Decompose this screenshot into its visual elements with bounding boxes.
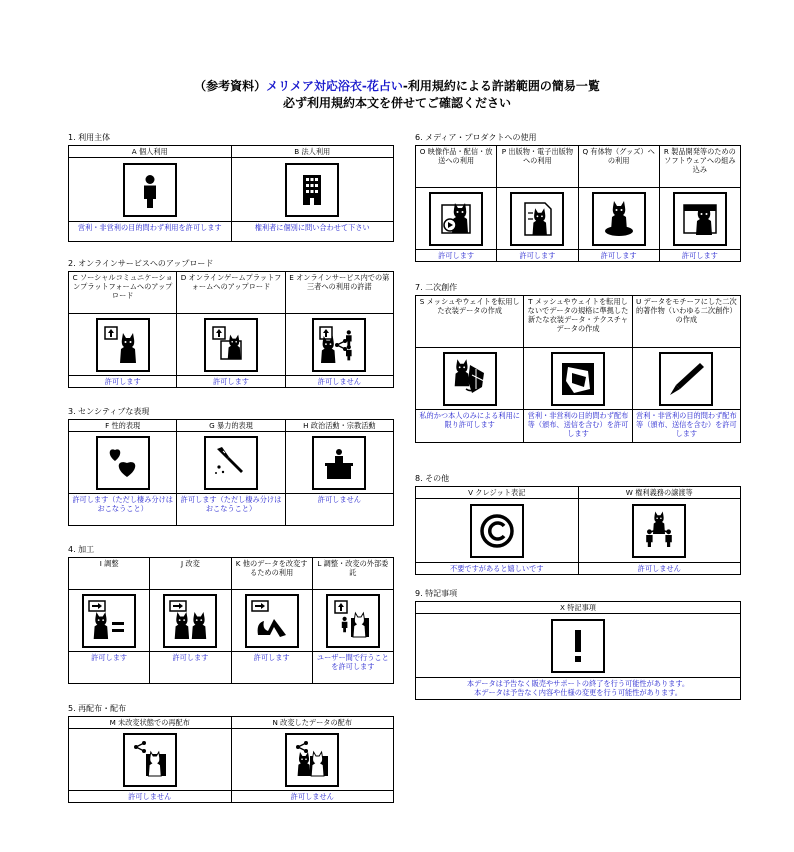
section-heading: 6. メディア・プロダクトへの使用 <box>415 133 537 142</box>
label-mesh-transfer: S メッシュやウェイトを転用した衣装データの作成 <box>416 296 524 348</box>
label-goods: Q 有体物（グッズ）への利用 <box>578 146 659 188</box>
section-special-notes <box>415 589 741 700</box>
section-processing <box>68 545 394 684</box>
result-publication: 許可します <box>497 250 578 262</box>
note-support-end: 本データは予告なく販売やサポートの終了を行う可能性があります。 <box>466 679 690 688</box>
result-new-outfit: 営利・非営利の目的問わず配布等（頒布、送信を含む）を許可します <box>524 410 632 443</box>
section-media <box>415 133 741 262</box>
mesh-transfer-icon <box>443 352 497 406</box>
section-heading: 4. 加工 <box>68 545 95 554</box>
page-title <box>0 78 794 94</box>
label-corporate-use: B 法人利用 <box>231 146 394 158</box>
share-users-icon <box>312 318 366 372</box>
result-corporate-use: 権利者に個別に問い合わせて下さい <box>231 222 394 242</box>
result-rights-transfer: 許可しません <box>578 563 741 575</box>
reuse-icon <box>245 594 299 648</box>
publication-icon <box>510 192 564 246</box>
upload-avatar-icon <box>96 318 150 372</box>
result-credit: 不要ですがあると嬉しいです <box>416 563 579 575</box>
label-personal-use: A 個人利用 <box>69 146 232 158</box>
section-heading: 8. その他 <box>415 474 450 483</box>
distribute-modified-icon <box>285 733 339 787</box>
result-violent: 許可します（ただし棲み分けはおこなうこと） <box>177 494 285 526</box>
section-derivative <box>415 283 741 443</box>
hearts-icon <box>96 436 150 490</box>
section-heading: 5. 再配布・配布 <box>68 704 127 713</box>
redistribute-icon <box>123 733 177 787</box>
building-icon <box>285 163 339 217</box>
result-sexual: 許可します（ただし棲み分けはおこなうこと） <box>69 494 177 526</box>
section-redistribution <box>68 704 394 803</box>
section-usage-subject <box>68 133 394 242</box>
label-modify: J 改変 <box>150 558 231 590</box>
person-icon <box>123 163 177 217</box>
result-game-upload: 許可します <box>177 376 285 388</box>
pen-icon <box>659 352 713 406</box>
result-reuse: 許可します <box>231 652 312 684</box>
section-heading: 9. 特記事項 <box>415 589 458 598</box>
result-personal-use: 営利・非営利の目的問わず利用を許可します <box>69 222 232 242</box>
label-political: H 政治活動・宗教活動 <box>285 420 393 432</box>
result-social-upload: 許可します <box>69 376 177 388</box>
upload-game-icon <box>204 318 258 372</box>
result-political: 許可しません <box>285 494 393 526</box>
label-credit: V クレジット表記 <box>416 487 579 499</box>
result-redistribute: 許可しません <box>69 791 232 803</box>
result-outsource: ユーザー間で行うことを許可します <box>312 652 393 684</box>
label-sexual: F 性的表現 <box>69 420 177 432</box>
label-software: R 製品開発等のためのソフトウェアへの組み込み <box>659 146 740 188</box>
result-mesh-transfer: 私的かつ本人のみによる利用に限り許可します <box>416 410 524 443</box>
copyright-icon <box>470 504 524 558</box>
result-goods: 許可します <box>578 250 659 262</box>
label-social-upload: C ソーシャルコミュニケーションプラットフォームへのアップロード <box>69 272 177 314</box>
label-rights-transfer: W 権利義務の譲渡等 <box>578 487 741 499</box>
label-redistribute: M 未改変状態での再配布 <box>69 717 232 729</box>
label-publication: P 出版物・電子出版物への利用 <box>497 146 578 188</box>
title-suffix: -利用規約による許諾範囲の簡易一覧 <box>402 79 600 93</box>
section-sensitive <box>68 407 394 526</box>
adjust-icon <box>82 594 136 648</box>
video-icon <box>429 192 483 246</box>
label-game-upload: D オンラインゲームプラットフォームへのアップロード <box>177 272 285 314</box>
exclamation-icon <box>551 619 605 673</box>
label-fan-work: U データをモチーフにした二次的著作物（いわゆる二次創作）の作成 <box>632 296 740 348</box>
label-new-outfit: T メッシュやウェイトを転用しないでデータの規格に準拠した新たな衣装データ・テクスチャデータの作成 <box>524 296 632 348</box>
label-third-party-license: E オンラインサービス内での第三者への利用の許諾 <box>285 272 393 314</box>
section-heading: 1. 利用主体 <box>68 133 111 142</box>
title-product: メリメア対応浴衣-花占い <box>266 79 403 93</box>
label-violent: G 暴力的表現 <box>177 420 285 432</box>
transfer-rights-icon <box>632 504 686 558</box>
result-modify: 許可します <box>150 652 231 684</box>
label-outsource: L 調整・改変の外部委託 <box>312 558 393 590</box>
page-subtitle: 必ず利用規約本文を併せてご確認ください <box>282 96 511 110</box>
result-video: 許可します <box>416 250 497 262</box>
podium-icon <box>312 436 366 490</box>
software-icon <box>673 192 727 246</box>
section-online-upload <box>68 259 394 388</box>
result-third-party-license: 許可しません <box>285 376 393 388</box>
new-outfit-icon <box>551 352 605 406</box>
result-software: 許可します <box>659 250 740 262</box>
label-video: O 映像作品・配信・放送への利用 <box>416 146 497 188</box>
result-fan-work: 営利・非営利の目的問わず配布等（頒布、送信を含む）を許可します <box>632 410 740 443</box>
goods-icon <box>592 192 646 246</box>
label-reuse: K 他のデータを改変するための利用 <box>231 558 312 590</box>
modify-icon <box>163 594 217 648</box>
section-heading: 3. センシティブな表現 <box>68 407 150 416</box>
outsource-icon <box>326 594 380 648</box>
label-adjust: I 調整 <box>69 558 150 590</box>
section-heading: 2. オンラインサービスへのアップロード <box>68 259 214 268</box>
title-prefix: （参考資料） <box>194 79 267 93</box>
knife-icon <box>204 436 258 490</box>
result-distribute-modified: 許可しません <box>231 791 394 803</box>
section-other <box>415 474 741 575</box>
note-spec-change: 本データは予告なく内容や仕様の変更を行う可能性があります。 <box>474 688 682 697</box>
label-distribute-modified: N 改変したデータの配布 <box>231 717 394 729</box>
section-heading: 7. 二次創作 <box>415 283 458 292</box>
label-special-notes: X 特記事項 <box>416 602 741 614</box>
result-adjust: 許可します <box>69 652 150 684</box>
